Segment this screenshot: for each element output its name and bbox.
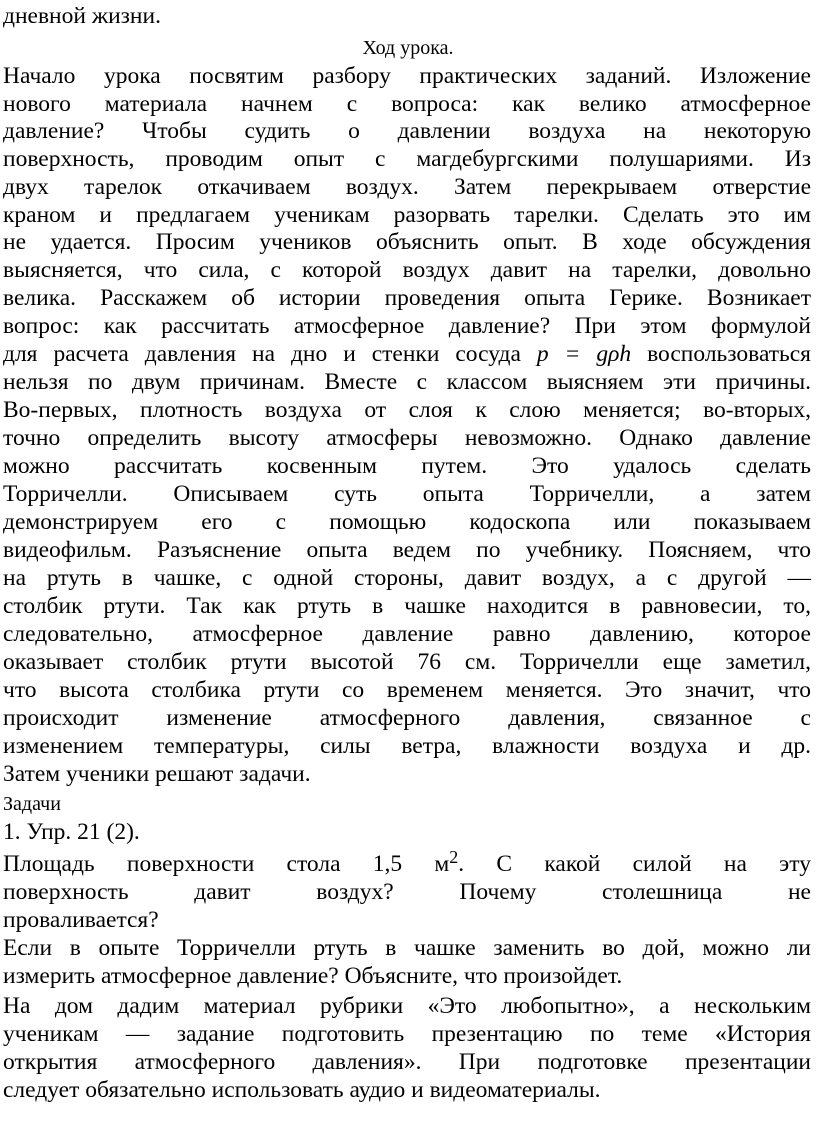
tasks-heading: Задачи [3, 793, 61, 815]
homework-line: На дом дадим материал рубрики «Это любопытно», а нескольким [3, 993, 811, 1019]
paragraph-line: демонстрируем его с помощью кодоскопа или показываем [3, 509, 811, 535]
task-2-text: Площадь поверхности стола 1,5 м [3, 851, 450, 877]
formula-line-text: воспользоваться [631, 341, 811, 367]
task-3-line: измерить атмосферное давление? Объясните, что произойдет. [3, 963, 623, 989]
top-line: дневной жизни. [3, 3, 161, 29]
paragraph-line: столбик ртути. Так как ртуть в чашке находится в равновесии, то, [3, 593, 811, 619]
paragraph-line: нового материала начнем с вопроса: как велико атмосферное [3, 91, 811, 117]
paragraph-line: двух тарелок откачиваем воздух. Затем перекрываем отверстие [3, 174, 811, 200]
paragraph-line: Начало урока посвятим разбору практических заданий. Изложение [3, 63, 811, 89]
paragraph-line: вопрос: как рассчитать атмосферное давление? При этом формулой [3, 313, 811, 339]
task-1: 1. Упр. 21 (2). [3, 819, 140, 845]
task-2-line: проваливается? [3, 907, 159, 933]
paragraph-line: Затем ученики решают задачи. [3, 761, 311, 787]
paragraph-line: следовательно, атмосферное давление равно давлению, которое [3, 621, 811, 647]
paragraph-line: краном и предлагаем ученикам разорвать тарелки. Сделать это им [3, 202, 811, 228]
paragraph-line: Торричелли. Описываем суть опыта Торричелли, а затем [3, 481, 811, 507]
homework-line: следует обязательно использовать аудио и видеоматериалы. [3, 1077, 601, 1103]
task-2-line [3, 847, 811, 878]
section-title: Ход урока. [362, 37, 454, 59]
paragraph-line: поверхность, проводим опыт с магдебургскими полушариями. Из [3, 146, 811, 172]
paragraph-line: изменением температуры, силы ветра, влажности воздуха и др. [3, 733, 811, 759]
paragraph-line: не удается. Просим учеников объяснить опыт. В ходе обсуждения [3, 229, 811, 255]
paragraph-line: нельзя по двум причинам. Вместе с классом выясняем эти причины. [3, 369, 811, 395]
paragraph-line: что высота столбика ртути со временем меняется. Это значит, что [3, 677, 811, 703]
paragraph-line: оказывает столбик ртути высотой 76 см. Торричелли еще заметил, [3, 649, 811, 675]
square-exponent: 2 [449, 847, 459, 867]
homework-line: открытия атмосферного давления». При подготовке презентации [3, 1049, 811, 1075]
paragraph-line: происходит изменение атмосферного давления, связанное с [3, 705, 811, 731]
task-2-text: . С какой силой на эту [458, 851, 811, 877]
task-3-line: Если в опыте Торричелли ртуть в чашке заменить во дой, можно ли [3, 935, 811, 961]
homework-line: ученикам — задание подготовить презентацию по теме «История [3, 1021, 811, 1047]
paragraph-line: велика. Расскажем об истории проведения опыта Герике. Возникает [3, 285, 811, 311]
paragraph-line-formula [3, 340, 811, 368]
paragraph-line: выясняется, что сила, с которой воздух давит на тарелки, довольно [3, 257, 811, 283]
paragraph-line: на ртуть в чашке, с одной стороны, давит воздух, а с другой — [3, 565, 811, 591]
paragraph-line: давление? Чтобы судить о давлении воздуха на некоторую [3, 118, 811, 144]
paragraph-line: можно рассчитать косвенным путем. Это удалось сделать [3, 453, 811, 479]
task-2-line: поверхность давит воздух? Почему столешница не [3, 879, 811, 905]
paragraph-line: видеофильм. Разъяснение опыта ведем по учебнику. Поясняем, что [3, 537, 811, 563]
paragraph-line: точно определить высоту атмосферы невозможно. Однако давление [3, 425, 811, 451]
pressure-formula: p = gρh [536, 341, 632, 367]
paragraph-line: Во-первых, плотность воздуха от слоя к слою меняется; во-вторых, [3, 397, 811, 423]
formula-line-text: для расчета давления на дно и стенки сосуда [3, 341, 537, 367]
